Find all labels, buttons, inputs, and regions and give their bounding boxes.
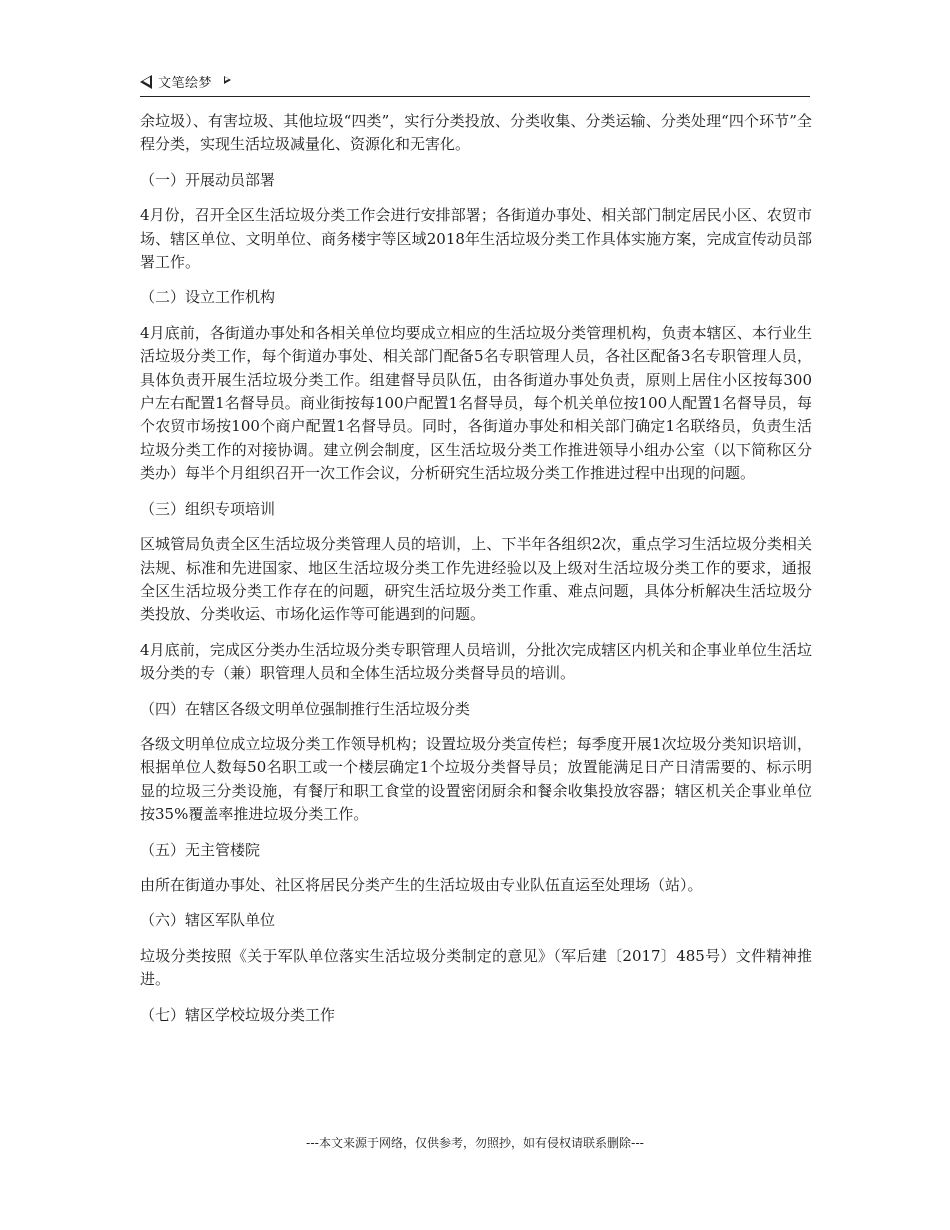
section-heading: （四）在辖区各级文明单位强制推行生活垃圾分类 [140, 699, 471, 718]
paragraph: 由所在街道办事处、社区将居民分类产生的生活垃圾由专业队伍直运至处理场（站）。 [140, 875, 703, 894]
paragraph: 4月份，召开全区生活垃圾分类工作会进行安排部署；各街道办事处、相关部门制定居民小区、农贸市场、辖区单位、文明单位、商务楼宇等区域2018年生活垃圾分类工作具体实施方案，完成宣传动员部署工作。 [140, 206, 812, 272]
section-heading: （二）设立工作机构 [140, 288, 276, 307]
brand-group [140, 72, 231, 91]
paragraph: 垃圾分类按照《关于军队单位落实生活垃圾分类制定的意见》（军后建〔2017〕485号）文件精神推进。 [140, 946, 812, 989]
paragraph: 4月底前，各街道办事处和各相关单位均要成立相应的生活垃圾分类管理机构，负责本辖区、本行业生活垃圾分类工作，每个街道办事处、相关部门配备5名专职管理人员，各社区配备3名专职管理人员，具体负责开展生活垃圾分类工作。组建督导员队伍，由各街道办事处负责，原则上居住小区按每300户左右配置1名督导员。商业街按每100户配置1名督导员，每个机关单位按100人配置1名督导员，每个农贸市场按100个商户配置1名督导员。同时，各街道办事处和相关部门确定1名联络员，负责生活垃圾分类工作的对接协调。建立例会制度，区生活垃圾分类工作推进领导小组办公室（以下简称区分类办）每半个月组织召开一次工作会议，分析研究生活垃圾分类工作推进过程中出现的问题。 [140, 323, 812, 483]
paragraph: 余垃圾）、有害垃圾、其他垃圾“四类”，实行分类投放、分类收集、分类运输、分类处理“四个环节”全程分类，实现生活垃圾减量化、资源化和无害化。 [140, 112, 812, 154]
footer-disclaimer: ---本文来源于网络，仅供参考，勿照抄，如有侵权请联系删除--- [306, 1136, 644, 1150]
section-heading: （一）开展动员部署 [140, 170, 276, 189]
triangle-left-icon [140, 75, 152, 89]
brand-name: 文笔绘梦 [158, 76, 213, 91]
section-heading: （七）辖区学校垃圾分类工作 [140, 1005, 336, 1024]
triangle-right-icon [224, 76, 231, 84]
section-heading: （六）辖区军队单位 [140, 911, 276, 930]
paragraph: 区城管局负责全区生活垃圾分类管理人员的培训，上、下半年各组织2次，重点学习生活垃圾分类相关法规、标准和先进国家、地区生活垃圾分类工作先进经验以及上级对生活垃圾分类工作的要求，通报全区生活垃圾分类工作存在的问题，研究生活垃圾分类工作重、难点问题，具体分析解决生活垃圾分类投放、分类收运、市场化运作等可能遇到的问题。 [140, 535, 812, 624]
page-header [140, 70, 810, 97]
document-body [140, 110, 812, 1039]
section-heading: （五）无主管楼院 [140, 840, 261, 859]
paragraph: 4月底前，完成区分类办生活垃圾分类专职管理人员培训，分批次完成辖区内机关和企事业单位生活垃圾分类的专（兼）职管理人员和全体生活垃圾分类督导员的培训。 [140, 640, 812, 683]
paragraph: 各级文明单位成立垃圾分类工作领导机构；设置垃圾分类宣传栏；每季度开展1次垃圾分类知识培训，根据单位人数每50名职工或一个楼层确定1个垃圾分类督导员；放置能满足日产日清需要的、标示明显的垃圾三分类设施，有餐厅和职工食堂的设置密闭厨余和餐余收集投放容器；辖区机关企事业单位按35%覆盖率推进垃圾分类工作。 [140, 734, 812, 824]
section-heading: （三）组织专项培训 [140, 499, 276, 518]
